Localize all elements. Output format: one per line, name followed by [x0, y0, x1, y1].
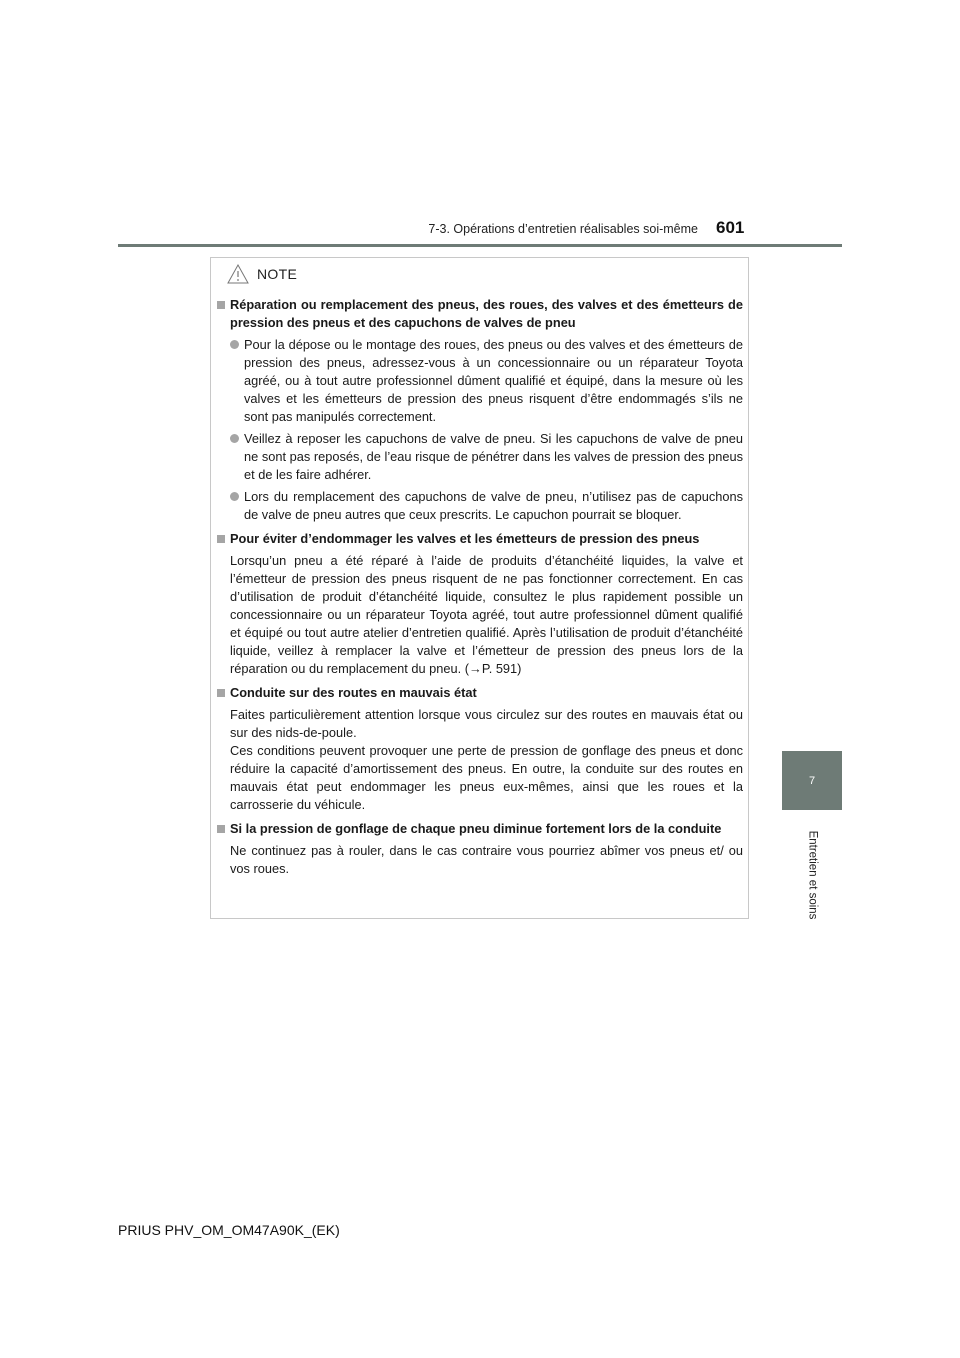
note-box: [210, 257, 749, 919]
note-header: [227, 262, 297, 286]
chapter-number: 7: [808, 774, 816, 787]
warning-triangle-icon: [227, 264, 249, 284]
chapter-label: [782, 820, 842, 930]
section-heading: 7-3. Opérations d’entretien réalisables soi-même: [428, 222, 698, 236]
note-title: NOTE: [257, 266, 298, 282]
header-divider: [118, 244, 842, 247]
page-number: 601: [716, 218, 745, 237]
bullet-item: Veillez à reposer les capuchons de valve de pneu. Si les capuchons de valve de pneu ne sont pas reposés, de l’eau risque de pénétrer dans les valves de pression des pneus et de les faire adhérer.: [216, 430, 743, 484]
note-section: [216, 530, 743, 678]
chapter-label-text: Entretien et soins: [806, 830, 819, 920]
section-title: Conduite sur des routes en mauvais état: [216, 684, 743, 702]
bullet-item: Pour la dépose ou le montage des roues, des pneus ou des valves et des émetteurs de pression des pneus, adressez-vous à un concessionnaire ou un réparateur Toyota agréé, ou à tout autre professionnel dûment qualifié et équipé, dans la mesure où les valves et les émetteurs de pression des pneus risquent d’être endommagés s’ils ne sont pas manipulés correctement.: [216, 336, 743, 426]
document-id: PRIUS PHV_OM_OM47A90K_(EK): [118, 1222, 340, 1238]
section-paragraph: Lorsqu’un pneu a été réparé à l’aide de produits d’étanchéité liquides, la valve et l’émetteur de pression des pneus risquent de ne pas fonctionner correctement. En cas d’utilisation de produit d’étanchéité liquide, consultez le plus rapidement possible un concessionnaire ou un réparateur Toyota agréé, tout autre professionnel dûment qualifié et équipé ou tout autre atelier d’entretien qualifié. Après l’utilisation de produit d’étanchéité liquide, veillez à remplacer la valve et l’émetteur de pression des pneus lors de la réparation ou du remplacement du pneu. (→P. 591): [230, 553, 743, 676]
section-paragraph: Faites particulièrement attention lorsque vous circulez sur des routes en mauvais état ou sur des nids-de-poule.: [230, 707, 743, 740]
section-paragraph: Ces conditions peuvent provoquer une perte de pression de gonflage des pneus et donc réduire la capacité d’amortissement des pneus. En outre, la conduite sur des routes en mauvais état peut endommager les pneus eux-mêmes, ainsi que les roues et la carrosserie du véhicule.: [230, 743, 743, 812]
section-paragraph: Ne continuez pas à rouler, dans le cas contraire vous pourriez abîmer vos pneus et/ ou vos roues.: [230, 843, 743, 876]
note-section: [216, 684, 743, 814]
section-title: Pour éviter d’endommager les valves et les émetteurs de pression des pneus: [216, 530, 743, 548]
section-title: Réparation ou remplacement des pneus, des roues, des valves et des émetteurs de pression des pneus et des capuchons de valves de pneu: [216, 296, 743, 332]
chapter-tab: [782, 751, 842, 810]
note-section: [216, 820, 743, 878]
note-content: [216, 296, 743, 884]
section-title: Si la pression de gonflage de chaque pneu diminue fortement lors de la conduite: [216, 820, 743, 838]
bullet-item: Lors du remplacement des capuchons de valve de pneu, n’utilisez pas de capuchons de valve de pneu autres que ceux prescrits. Le capuchon pourrait se bloquer.: [216, 488, 743, 524]
note-section: [216, 296, 743, 524]
